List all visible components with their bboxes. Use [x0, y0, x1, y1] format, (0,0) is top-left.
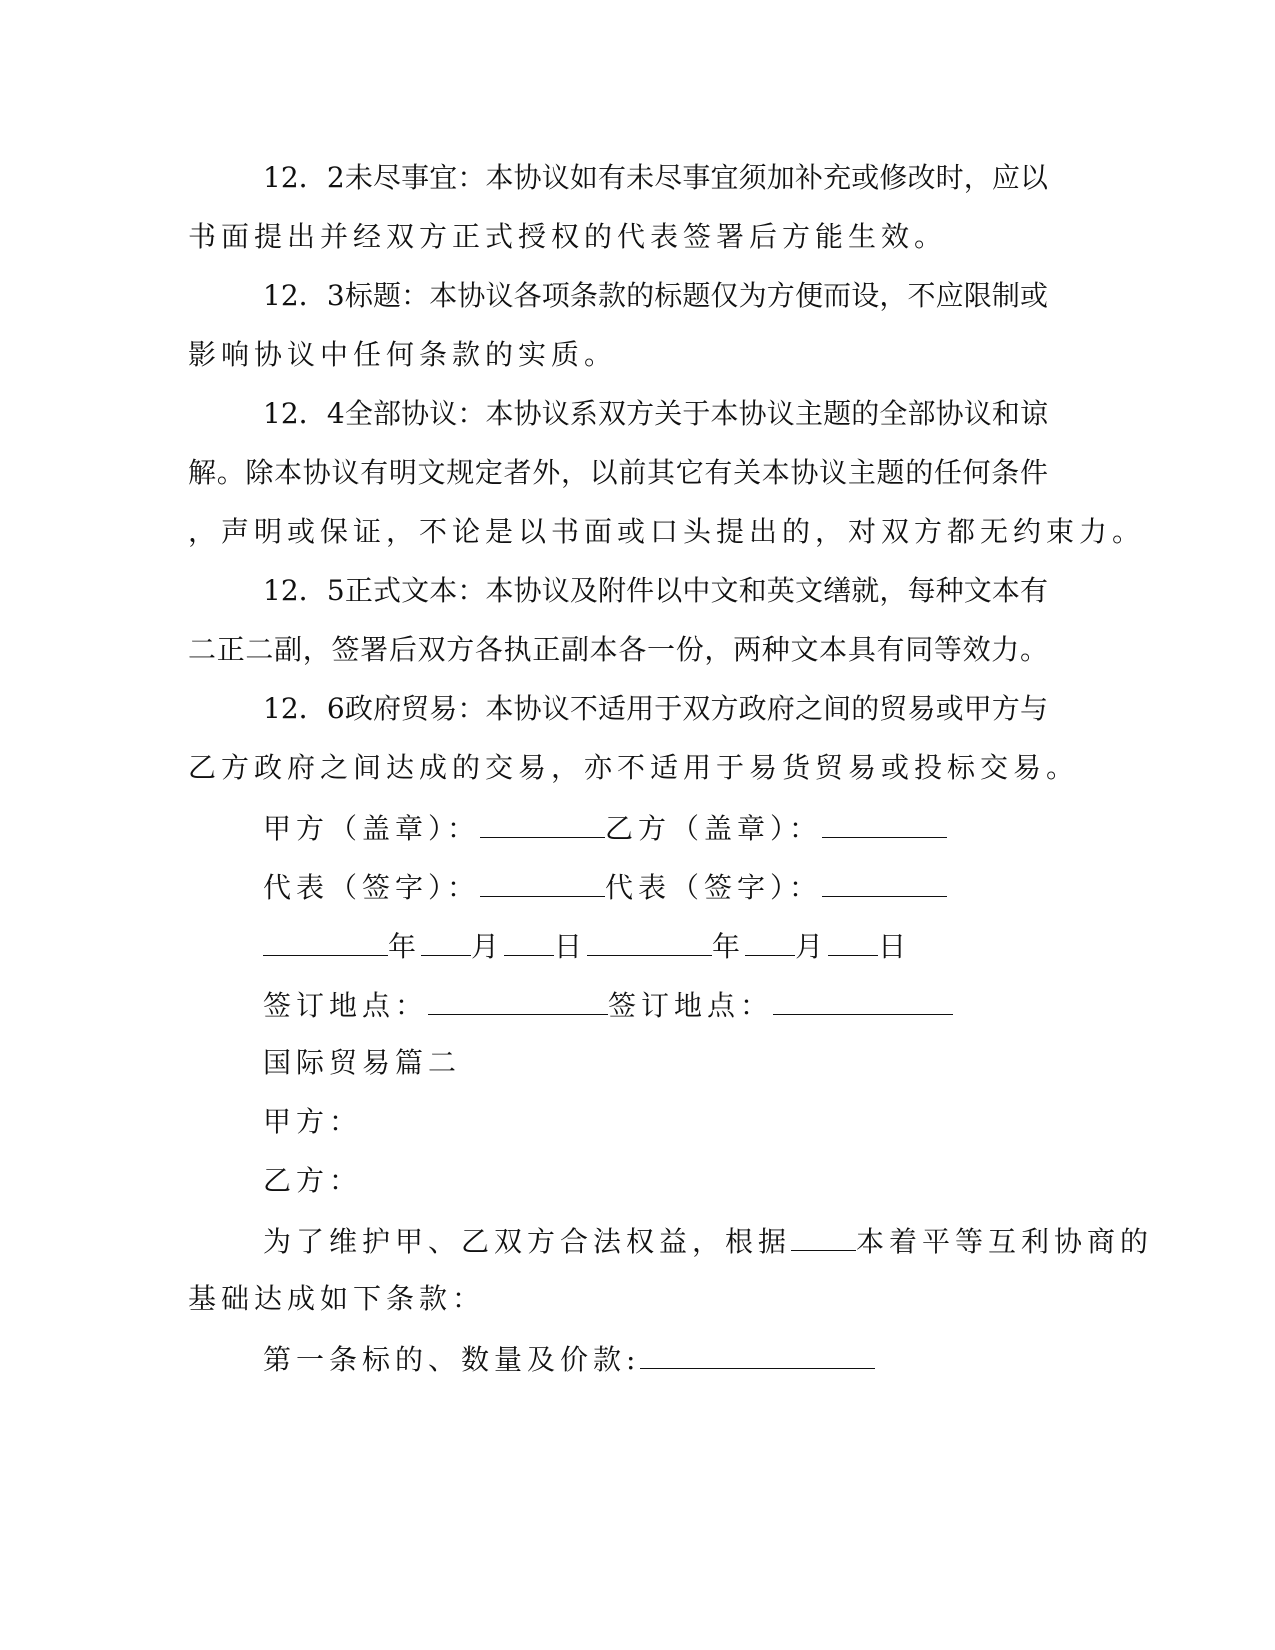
clause-12-4-line1: 12．4全部协议：本协议系双方关于本协议主题的全部协议和谅	[263, 397, 1048, 430]
place-a-blank[interactable]	[428, 984, 608, 1015]
date-b-month-label: 月	[795, 930, 829, 963]
date-b-month-blank[interactable]	[745, 925, 795, 956]
section2-party-a: 甲方：	[263, 1105, 363, 1138]
date-a-day-label: 日	[554, 930, 588, 963]
party-a-seal-blank[interactable]	[480, 807, 605, 838]
date-row	[263, 925, 911, 965]
rep-a-blank[interactable]	[480, 866, 605, 897]
clause-12-2-line1: 12．2未尽事宜：本协议如有未尽事宜须加补充或修改时，应以	[263, 161, 1048, 194]
place-b-label: 签订地点：	[608, 989, 774, 1022]
article1-label: 第一条标的、数量及价款:	[263, 1343, 641, 1376]
rep-a-label: 代表（签字）：	[263, 871, 481, 904]
rep-b-label: 代表（签字）：	[605, 871, 823, 904]
clause-12-4-line3: ，声明或保证，不论是以书面或口头提出的，对双方都无约束力。	[188, 515, 1146, 548]
section2-intro-line2: 基础达成如下条款：	[188, 1282, 486, 1315]
seal-row	[263, 807, 947, 847]
representative-row	[263, 866, 947, 906]
date-b-day-blank[interactable]	[828, 925, 878, 956]
clause-12-4-line2: 解。除本协议有明文规定者外，以前其它有关本协议主题的任何条件	[188, 456, 1048, 489]
party-b-seal-blank[interactable]	[822, 807, 947, 838]
clause-12-3-line2: 影响协议中任何条款的实质。	[188, 338, 618, 371]
date-a-month-blank[interactable]	[421, 925, 471, 956]
section2-title: 国际贸易篇二	[263, 1046, 462, 1079]
rep-b-blank[interactable]	[822, 866, 947, 897]
place-row	[263, 984, 953, 1024]
article1-blank[interactable]	[640, 1338, 875, 1369]
date-a-year-label: 年	[388, 930, 422, 963]
date-b-year-label: 年	[712, 930, 746, 963]
article1-row	[263, 1338, 875, 1378]
place-a-label: 签订地点：	[263, 989, 429, 1022]
date-b-year-blank[interactable]	[587, 925, 712, 956]
place-b-blank[interactable]	[773, 984, 953, 1015]
intro-basis-blank[interactable]	[791, 1220, 856, 1251]
intro-part1: 为了维护甲、乙双方合法权益，根据	[263, 1225, 792, 1258]
party-b-seal-label: 乙方（盖章）：	[605, 812, 823, 845]
section2-party-b: 乙方：	[263, 1164, 363, 1197]
clause-12-6-line2: 乙方政府之间达成的交易，亦不适用于易货贸易或投标交易。	[188, 751, 1080, 784]
date-a-month-label: 月	[471, 930, 505, 963]
section2-intro-line1	[263, 1220, 1153, 1260]
clause-12-2-line2: 书面提出并经双方正式授权的代表签署后方能生效。	[188, 220, 948, 253]
date-a-day-blank[interactable]	[504, 925, 554, 956]
clause-12-6-line1: 12．6政府贸易：本协议不适用于双方政府之间的贸易或甲方与	[263, 692, 1048, 725]
date-a-year-blank[interactable]	[263, 925, 388, 956]
clause-12-3-line1: 12．3标题：本协议各项条款的标题仅为方便而设，不应限制或	[263, 279, 1048, 312]
date-b-day-label: 日	[878, 930, 912, 963]
clause-12-5-line2: 二正二副，签署后双方各执正副本各一份，两种文本具有同等效力。	[188, 633, 1048, 666]
intro-part2: 本着平等互利协商的	[856, 1225, 1154, 1258]
party-a-seal-label: 甲方（盖章）：	[263, 812, 481, 845]
clause-12-5-line1: 12．5正式文本：本协议及附件以中文和英文缮就，每种文本有	[263, 574, 1048, 607]
